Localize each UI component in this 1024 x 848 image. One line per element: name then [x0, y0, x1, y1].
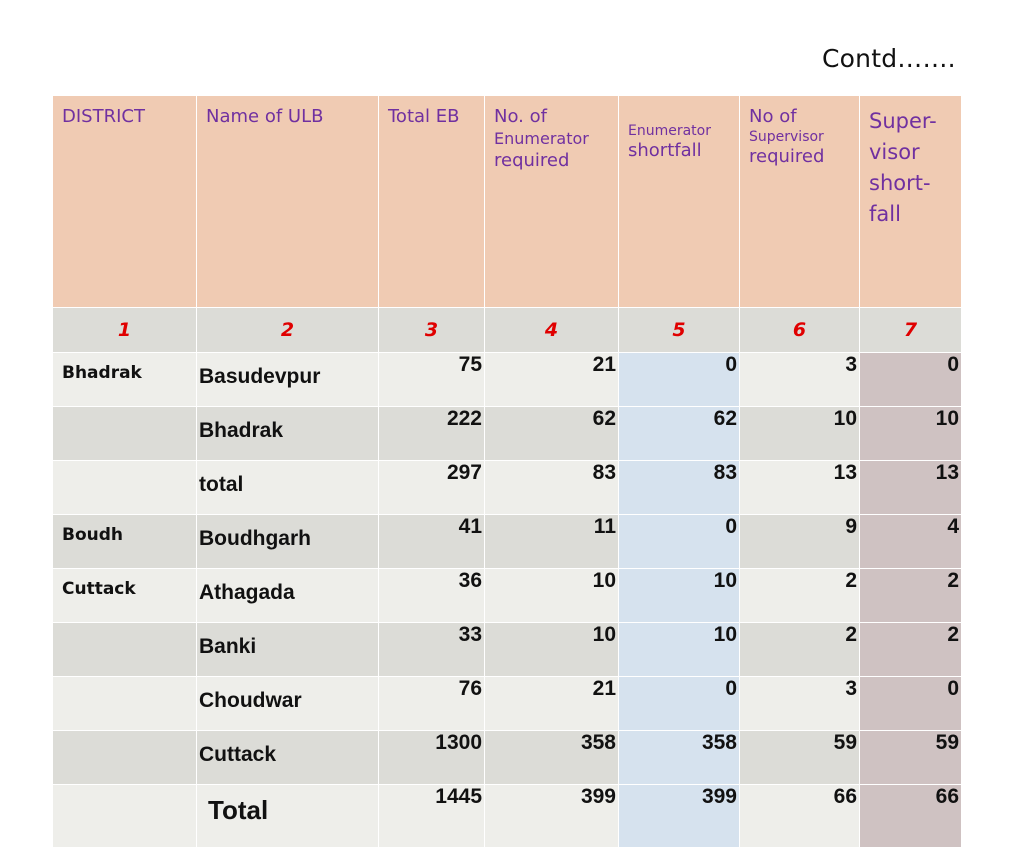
header-sup-req-line1: No of [749, 106, 797, 127]
ulb-name-cell: Cuttack [197, 731, 379, 785]
supervisor-required-cell: 2 [740, 623, 860, 677]
table-row [53, 461, 962, 515]
enumerator-required-cell: 21 [485, 353, 619, 407]
ulb-name-cell: Athagada [197, 569, 379, 623]
total-eb-cell: 76 [379, 677, 485, 731]
ulb-name-cell: Total [197, 785, 379, 848]
total-eb-cell: 33 [379, 623, 485, 677]
supervisor-shortfall-cell: 59 [860, 731, 962, 785]
enumerator-shortfall-cell: 83 [619, 461, 740, 515]
enumerator-shortfall-cell: 0 [619, 515, 740, 569]
table-row [53, 731, 962, 785]
header-sup-req-line3: required [749, 146, 825, 167]
district-cell [53, 677, 197, 731]
enumerator-required-cell: 21 [485, 677, 619, 731]
supervisor-required-cell: 3 [740, 353, 860, 407]
table-row [53, 623, 962, 677]
header-sup-short-line2: visor [869, 140, 920, 164]
column-number: 4 [485, 308, 619, 353]
ulb-name-cell: Basudevpur [197, 353, 379, 407]
ulb-name-cell: Choudwar [197, 677, 379, 731]
header-total-eb-label: Total EB [388, 106, 460, 127]
enumerator-shortfall-cell: 10 [619, 569, 740, 623]
total-eb-cell: 41 [379, 515, 485, 569]
enumerator-required-cell: 10 [485, 623, 619, 677]
district-cell: Bhadrak [53, 353, 197, 407]
enumerator-shortfall-cell: 358 [619, 731, 740, 785]
district-cell [53, 461, 197, 515]
total-eb-cell: 1300 [379, 731, 485, 785]
supervisor-shortfall-cell: 0 [860, 677, 962, 731]
total-eb-cell: 1445 [379, 785, 485, 848]
supervisor-required-cell: 66 [740, 785, 860, 848]
district-cell: Boudh [53, 515, 197, 569]
supervisor-shortfall-cell: 66 [860, 785, 962, 848]
supervisor-required-cell: 59 [740, 731, 860, 785]
header-enumerator-required [485, 96, 619, 308]
ulb-name-cell: Boudhgarh [197, 515, 379, 569]
enumerator-shortfall-cell: 0 [619, 677, 740, 731]
header-row [53, 96, 962, 308]
enumerator-required-cell: 10 [485, 569, 619, 623]
column-number: 3 [379, 308, 485, 353]
header-enum-short-line1: Enumerator [628, 123, 711, 139]
column-number: 1 [53, 308, 197, 353]
ulb-name-cell: Bhadrak [197, 407, 379, 461]
header-supervisor-required [740, 96, 860, 308]
header-enum-req-line3: required [494, 150, 570, 171]
column-number: 6 [740, 308, 860, 353]
enumerator-shortfall-cell: 399 [619, 785, 740, 848]
enumerator-required-cell: 399 [485, 785, 619, 848]
enumerator-shortfall-cell: 10 [619, 623, 740, 677]
supervisor-shortfall-cell: 13 [860, 461, 962, 515]
header-total-eb [379, 96, 485, 308]
header-sup-short-line3: short- [869, 171, 931, 195]
supervisor-shortfall-cell: 4 [860, 515, 962, 569]
total-eb-cell: 222 [379, 407, 485, 461]
header-enumerator-shortfall [619, 96, 740, 308]
supervisor-shortfall-cell: 2 [860, 569, 962, 623]
supervisor-required-cell: 13 [740, 461, 860, 515]
ulb-name-cell: total [197, 461, 379, 515]
header-enum-req-line2: Enumerator [494, 129, 589, 148]
table-row [53, 677, 962, 731]
table-row [53, 353, 962, 407]
table-row [53, 569, 962, 623]
enumerator-required-cell: 358 [485, 731, 619, 785]
column-number: 5 [619, 308, 740, 353]
total-eb-cell: 75 [379, 353, 485, 407]
table-row [53, 515, 962, 569]
district-cell: Cuttack [53, 569, 197, 623]
table-row [53, 407, 962, 461]
supervisor-required-cell: 9 [740, 515, 860, 569]
district-cell [53, 785, 197, 848]
header-ulb-label: Name of ULB [206, 106, 324, 127]
enumerator-shortfall-cell: 0 [619, 353, 740, 407]
ulb-name-cell: Banki [197, 623, 379, 677]
enumerator-required-cell: 83 [485, 461, 619, 515]
enumerator-required-cell: 11 [485, 515, 619, 569]
column-number: 7 [860, 308, 962, 353]
header-district-label: DISTRICT [62, 106, 145, 127]
district-cell [53, 623, 197, 677]
header-district [53, 96, 197, 308]
supervisor-required-cell: 10 [740, 407, 860, 461]
header-sup-req-line2: Supervisor [749, 129, 824, 145]
total-eb-cell: 297 [379, 461, 485, 515]
supervisor-shortfall-cell: 10 [860, 407, 962, 461]
header-sup-short-line1: Super- [869, 109, 937, 133]
supervisor-required-cell: 3 [740, 677, 860, 731]
header-supervisor-shortfall [860, 96, 962, 308]
supervisor-shortfall-cell: 0 [860, 353, 962, 407]
enumerator-shortfall-cell: 62 [619, 407, 740, 461]
enumerator-required-cell: 62 [485, 407, 619, 461]
total-eb-cell: 36 [379, 569, 485, 623]
supervisor-required-cell: 2 [740, 569, 860, 623]
district-cell [53, 407, 197, 461]
total-row [53, 785, 962, 848]
header-enum-short-line2: shortfall [628, 140, 702, 161]
header-enum-req-line1: No. of [494, 106, 547, 127]
ulb-enumerator-table [52, 95, 962, 848]
header-ulb [197, 96, 379, 308]
district-cell [53, 731, 197, 785]
column-number-row [53, 308, 962, 353]
supervisor-shortfall-cell: 2 [860, 623, 962, 677]
header-sup-short-line4: fall [869, 202, 901, 226]
column-number: 2 [197, 308, 379, 353]
continued-label: Contd……. [822, 44, 956, 73]
